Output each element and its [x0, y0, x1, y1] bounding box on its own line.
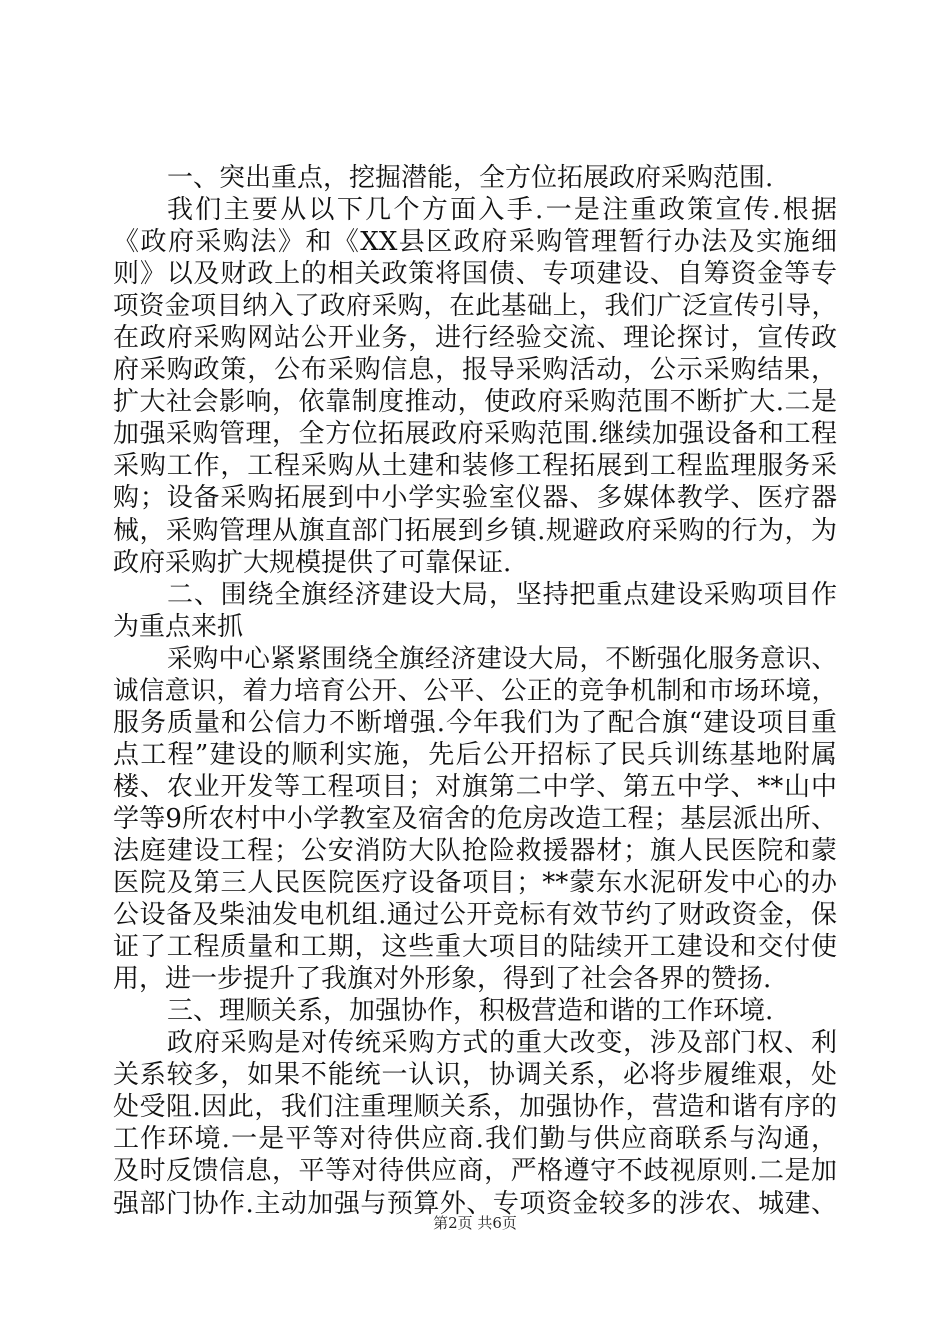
text-line: 在政府采购网站公开业务，进行经验交流、理论探讨，宣传政	[113, 323, 837, 354]
text-line: 法庭建设工程；公安消防大队抢险救援器材；旗人民医院和蒙	[113, 835, 837, 866]
text-line: 采购工作，工程采购从土建和装修工程拓展到工程监理服务采	[113, 451, 837, 482]
text-line: 《政府采购法》和《XX县区政府采购管理暂行办法及实施细	[113, 227, 837, 258]
text-line: 关系较多，如果不能统一认识，协调关系，必将步履维艰，处	[113, 1060, 837, 1091]
document-body	[113, 162, 837, 1220]
text-line: 公设备及柴油发电机组.通过公开竞标有效节约了财政资金，保	[113, 900, 837, 931]
text-line: 购；设备采购拓展到中小学实验室仪器、多媒体教学、医疗器	[113, 483, 837, 514]
text-line: 点工程”建设的顺利实施，先后公开招标了民兵训练基地附属	[113, 739, 837, 770]
text-line: 为重点来抓	[113, 611, 244, 642]
text-line: 用，进一步提升了我旗对外形象，得到了社会各界的赞扬.	[113, 964, 772, 995]
text-line: 项资金项目纳入了政府采购，在此基础上，我们广泛宣传引导，	[113, 291, 837, 322]
text-line: 三、理顺关系，加强协作，积极营造和谐的工作环境.	[167, 996, 774, 1027]
text-line: 加强采购管理，全方位拓展政府采购范围.继续加强设备和工程	[113, 419, 837, 450]
text-line: 扩大社会影响，依靠制度推动，使政府采购范围不断扩大.二是	[113, 387, 837, 418]
page-footer: 第2页 共6页	[433, 1214, 517, 1232]
text-line: 政府采购是对传统采购方式的重大改变，涉及部门权、利	[167, 1028, 837, 1059]
text-line: 工作环境.一是平等对待供应商.我们勤与供应商联系与沟通，	[113, 1124, 837, 1155]
text-line: 处受阻.因此，我们注重理顺关系，加强协作，营造和谐有序的	[113, 1092, 837, 1123]
text-line: 强部门协作.主动加强与预算外、专项资金较多的涉农、城建、	[113, 1188, 837, 1219]
text-line: 府采购政策，公布采购信息，报导采购活动，公示采购结果，	[113, 355, 837, 386]
text-line: 采购中心紧紧围绕全旗经济建设大局，不断强化服务意识、	[167, 643, 837, 674]
text-line: 学等9所农村中小学教室及宿舍的危房改造工程；基层派出所、	[113, 803, 837, 834]
text-line: 医院及第三人民医院医疗设备项目；**蒙东水泥研发中心的办	[113, 868, 837, 899]
text-line: 诚信意识，着力培育公开、公平、公正的竞争机制和市场环境，	[113, 675, 837, 706]
text-line: 二、围绕全旗经济建设大局，坚持把重点建设采购项目作	[167, 579, 837, 610]
text-line: 则》以及财政上的相关政策将国债、专项建设、自筹资金等专	[113, 259, 837, 290]
text-line: 我们主要从以下几个方面入手.一是注重政策宣传.根据	[167, 195, 837, 226]
text-line: 证了工程质量和工期，这些重大项目的陆续开工建设和交付使	[113, 932, 837, 963]
text-line: 政府采购扩大规模提供了可靠保证.	[113, 547, 512, 578]
text-line: 一、突出重点，挖掘潜能，全方位拓展政府采购范围.	[167, 163, 774, 193]
text-line: 楼、农业开发等工程项目；对旗第二中学、第五中学、**山中	[113, 771, 837, 802]
text-line: 及时反馈信息，平等对待供应商，严格遵守不歧视原则.二是加	[113, 1156, 837, 1187]
text-line: 械，采购管理从旗直部门拓展到乡镇.规避政府采购的行为，为	[113, 515, 837, 546]
text-line: 服务质量和公信力不断增强.今年我们为了配合旗“建设项目重	[113, 707, 837, 738]
